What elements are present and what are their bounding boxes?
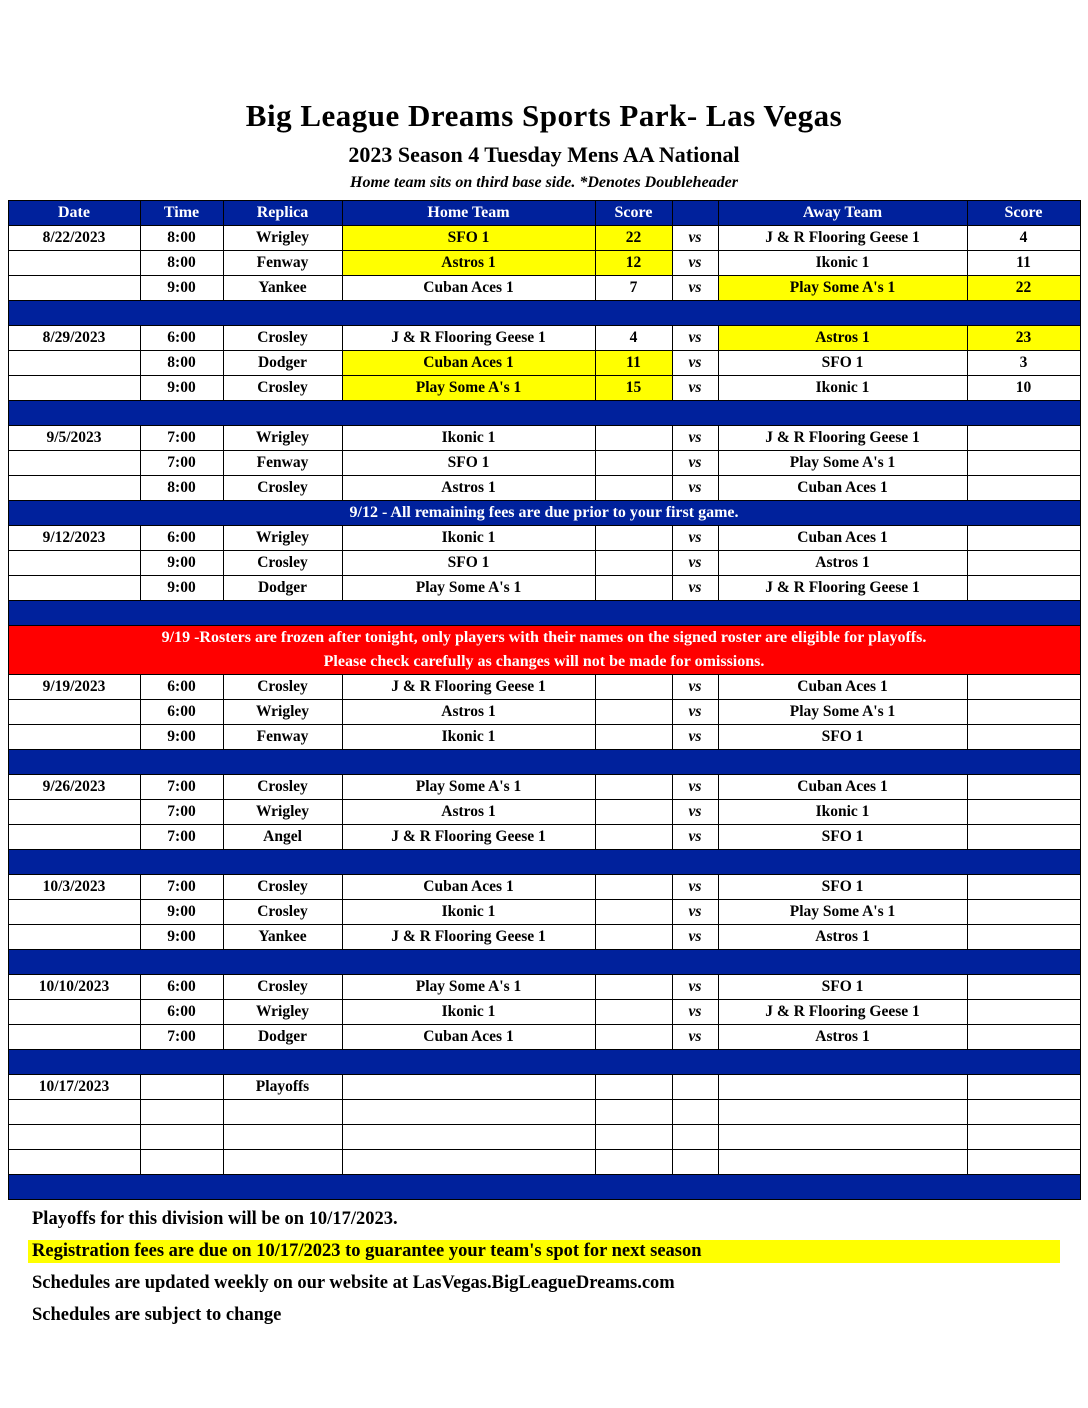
time-cell: 8:00 xyxy=(140,476,223,501)
footer-registration-note: Registration fees are due on 10/17/2023 to guarantee your team's spot for next season xyxy=(28,1240,1060,1263)
vs-cell: vs xyxy=(672,975,718,1000)
time-cell: 9:00 xyxy=(140,376,223,401)
away-score-cell xyxy=(967,1025,1080,1050)
vs-cell xyxy=(672,1125,718,1150)
away-team-cell: Astros 1 xyxy=(718,551,967,576)
replica-cell: Crosley xyxy=(223,900,342,925)
replica-cell: Crosley xyxy=(223,376,342,401)
home-team-cell: Astros 1 xyxy=(342,476,595,501)
date-cell xyxy=(8,700,140,725)
notice-cell xyxy=(8,501,1080,526)
home-score-cell xyxy=(595,675,672,700)
away-score-cell xyxy=(967,1000,1080,1025)
vs-cell: vs xyxy=(672,900,718,925)
away-team-cell: SFO 1 xyxy=(718,975,967,1000)
column-header-away-team: Away Team xyxy=(718,201,967,226)
away-score-cell xyxy=(967,925,1080,950)
replica-cell: Wrigley xyxy=(223,226,342,251)
home-score-cell xyxy=(595,476,672,501)
away-score-cell: 10 xyxy=(967,376,1080,401)
away-score-cell xyxy=(967,1125,1080,1150)
away-score-cell xyxy=(967,551,1080,576)
game-row xyxy=(8,376,1080,401)
home-score-cell xyxy=(595,725,672,750)
away-team-cell: Play Some A's 1 xyxy=(718,276,967,301)
replica-cell xyxy=(223,1100,342,1125)
game-row xyxy=(8,825,1080,850)
away-team-cell: SFO 1 xyxy=(718,351,967,376)
date-cell: 9/19/2023 xyxy=(8,675,140,700)
away-score-cell xyxy=(967,875,1080,900)
game-row xyxy=(8,675,1080,700)
home-score-cell xyxy=(595,576,672,601)
game-row xyxy=(8,551,1080,576)
home-score-cell xyxy=(595,700,672,725)
replica-cell: Crosley xyxy=(223,476,342,501)
separator-bar xyxy=(8,1175,1080,1200)
date-cell: 10/10/2023 xyxy=(8,975,140,1000)
away-team-cell: J & R Flooring Geese 1 xyxy=(718,1000,967,1025)
table-header-row xyxy=(8,201,1080,226)
replica-cell: Wrigley xyxy=(223,1000,342,1025)
time-cell: 9:00 xyxy=(140,576,223,601)
away-team-cell: SFO 1 xyxy=(718,875,967,900)
home-score-cell xyxy=(595,1125,672,1150)
footer-website-note: Schedules are updated weekly on our website at LasVegas.BigLeagueDreams.com xyxy=(32,1273,675,1293)
time-cell: 9:00 xyxy=(140,276,223,301)
home-team-cell: Ikonic 1 xyxy=(342,526,595,551)
game-row xyxy=(8,451,1080,476)
game-row xyxy=(8,326,1080,351)
away-team-cell: Play Some A's 1 xyxy=(718,451,967,476)
home-team-cell: SFO 1 xyxy=(342,451,595,476)
home-score-cell xyxy=(595,825,672,850)
replica-cell: Angel xyxy=(223,825,342,850)
table-header xyxy=(8,201,1080,226)
time-cell: 7:00 xyxy=(140,775,223,800)
replica-cell: Wrigley xyxy=(223,700,342,725)
home-team-cell xyxy=(342,1075,595,1100)
game-row xyxy=(8,775,1080,800)
date-cell xyxy=(8,1025,140,1050)
time-cell: 9:00 xyxy=(140,725,223,750)
game-row xyxy=(8,426,1080,451)
away-team-cell: Play Some A's 1 xyxy=(718,900,967,925)
separator-row xyxy=(8,1050,1080,1075)
away-team-cell: Astros 1 xyxy=(718,925,967,950)
game-row xyxy=(8,800,1080,825)
game-row xyxy=(8,526,1080,551)
vs-cell: vs xyxy=(672,551,718,576)
home-team-cell: J & R Flooring Geese 1 xyxy=(342,925,595,950)
date-cell: 9/12/2023 xyxy=(8,526,140,551)
away-score-cell xyxy=(967,825,1080,850)
home-team-cell: J & R Flooring Geese 1 xyxy=(342,675,595,700)
date-cell xyxy=(8,1000,140,1025)
footer-change-note: Schedules are subject to change xyxy=(32,1305,282,1325)
replica-cell: Wrigley xyxy=(223,526,342,551)
away-score-cell xyxy=(967,1100,1080,1125)
replica-cell: Dodger xyxy=(223,1025,342,1050)
date-cell: 9/5/2023 xyxy=(8,426,140,451)
replica-cell: Playoffs xyxy=(223,1075,342,1100)
away-team-cell: Cuban Aces 1 xyxy=(718,476,967,501)
notice-row-red xyxy=(8,626,1080,675)
away-score-cell xyxy=(967,725,1080,750)
date-cell xyxy=(8,1100,140,1125)
home-score-cell xyxy=(595,1150,672,1175)
home-score-cell xyxy=(595,526,672,551)
separator-bar xyxy=(8,850,1080,875)
notice-row-blue xyxy=(8,501,1080,526)
time-cell: 7:00 xyxy=(140,426,223,451)
away-team-cell: J & R Flooring Geese 1 xyxy=(718,426,967,451)
game-row xyxy=(8,276,1080,301)
home-score-cell xyxy=(595,451,672,476)
away-team-cell: Play Some A's 1 xyxy=(718,700,967,725)
time-cell: 6:00 xyxy=(140,975,223,1000)
column-header-home-team: Home Team xyxy=(342,201,595,226)
away-team-cell: Ikonic 1 xyxy=(718,251,967,276)
separator-bar xyxy=(8,401,1080,426)
page-footer xyxy=(28,1208,1060,1327)
date-cell: 10/17/2023 xyxy=(8,1075,140,1100)
home-score-cell xyxy=(595,875,672,900)
vs-cell: vs xyxy=(672,1025,718,1050)
replica-cell: Crosley xyxy=(223,675,342,700)
home-team-cell xyxy=(342,1150,595,1175)
home-team-cell xyxy=(342,1125,595,1150)
date-cell xyxy=(8,900,140,925)
column-header-vs xyxy=(672,201,718,226)
time-cell: 8:00 xyxy=(140,251,223,276)
away-score-cell: 23 xyxy=(967,326,1080,351)
separator-bar xyxy=(8,301,1080,326)
date-cell xyxy=(8,476,140,501)
time-cell: 7:00 xyxy=(140,875,223,900)
away-team-cell: SFO 1 xyxy=(718,825,967,850)
vs-cell xyxy=(672,1100,718,1125)
away-score-cell: 3 xyxy=(967,351,1080,376)
replica-cell xyxy=(223,1125,342,1150)
home-score-cell xyxy=(595,975,672,1000)
time-cell: 7:00 xyxy=(140,800,223,825)
home-score-cell xyxy=(595,925,672,950)
home-team-cell: Play Some A's 1 xyxy=(342,376,595,401)
game-row xyxy=(8,1025,1080,1050)
home-score-cell xyxy=(595,1025,672,1050)
replica-cell: Crosley xyxy=(223,875,342,900)
date-cell xyxy=(8,825,140,850)
separator-row xyxy=(8,601,1080,626)
time-cell: 8:00 xyxy=(140,351,223,376)
date-cell: 10/3/2023 xyxy=(8,875,140,900)
home-team-cell: Play Some A's 1 xyxy=(342,975,595,1000)
home-score-cell: 11 xyxy=(595,351,672,376)
table-body xyxy=(8,226,1080,1200)
away-score-cell xyxy=(967,476,1080,501)
date-cell xyxy=(8,551,140,576)
vs-cell: vs xyxy=(672,825,718,850)
home-team-cell: Cuban Aces 1 xyxy=(342,1025,595,1050)
time-cell: 6:00 xyxy=(140,326,223,351)
separator-row xyxy=(8,1175,1080,1200)
column-header-date: Date xyxy=(8,201,140,226)
home-team-cell: Cuban Aces 1 xyxy=(342,875,595,900)
vs-cell: vs xyxy=(672,226,718,251)
home-score-cell: 12 xyxy=(595,251,672,276)
time-cell xyxy=(140,1125,223,1150)
away-team-cell: J & R Flooring Geese 1 xyxy=(718,226,967,251)
home-score-cell: 4 xyxy=(595,326,672,351)
column-header-time: Time xyxy=(140,201,223,226)
date-cell xyxy=(8,576,140,601)
time-cell: 9:00 xyxy=(140,925,223,950)
away-team-cell: Ikonic 1 xyxy=(718,800,967,825)
date-cell xyxy=(8,925,140,950)
vs-cell: vs xyxy=(672,376,718,401)
replica-cell: Fenway xyxy=(223,251,342,276)
away-team-cell xyxy=(718,1125,967,1150)
replica-cell: Wrigley xyxy=(223,800,342,825)
home-score-cell: 7 xyxy=(595,276,672,301)
date-cell: 8/29/2023 xyxy=(8,326,140,351)
date-cell xyxy=(8,1125,140,1150)
time-cell: 6:00 xyxy=(140,526,223,551)
separator-row xyxy=(8,301,1080,326)
game-row xyxy=(8,975,1080,1000)
away-score-cell xyxy=(967,800,1080,825)
home-score-cell xyxy=(595,551,672,576)
game-row xyxy=(8,925,1080,950)
separator-row xyxy=(8,950,1080,975)
vs-cell: vs xyxy=(672,925,718,950)
time-cell: 6:00 xyxy=(140,675,223,700)
game-row xyxy=(8,1075,1080,1100)
away-team-cell: Ikonic 1 xyxy=(718,376,967,401)
replica-cell: Crosley xyxy=(223,551,342,576)
away-score-cell xyxy=(967,900,1080,925)
home-team-cell: Play Some A's 1 xyxy=(342,775,595,800)
replica-cell: Dodger xyxy=(223,576,342,601)
home-score-cell xyxy=(595,1075,672,1100)
date-cell xyxy=(8,1150,140,1175)
home-score-cell xyxy=(595,800,672,825)
home-team-cell: Ikonic 1 xyxy=(342,900,595,925)
home-score-cell: 15 xyxy=(595,376,672,401)
separator-bar xyxy=(8,601,1080,626)
replica-cell: Crosley xyxy=(223,775,342,800)
game-row xyxy=(8,576,1080,601)
date-cell xyxy=(8,351,140,376)
replica-cell: Yankee xyxy=(223,925,342,950)
home-team-cell: Play Some A's 1 xyxy=(342,576,595,601)
away-score-cell xyxy=(967,576,1080,601)
column-header-score: Score xyxy=(967,201,1080,226)
home-score-cell xyxy=(595,775,672,800)
date-cell xyxy=(8,800,140,825)
home-team-cell: Cuban Aces 1 xyxy=(342,276,595,301)
away-score-cell: 22 xyxy=(967,276,1080,301)
home-team-cell: SFO 1 xyxy=(342,551,595,576)
time-cell xyxy=(140,1100,223,1125)
home-team-cell: SFO 1 xyxy=(342,226,595,251)
home-score-cell xyxy=(595,426,672,451)
separator-bar xyxy=(8,1050,1080,1075)
away-team-cell: SFO 1 xyxy=(718,725,967,750)
vs-cell: vs xyxy=(672,1000,718,1025)
time-cell: 9:00 xyxy=(140,900,223,925)
notice-line: 9/12 - All remaining fees are due prior to your first game. xyxy=(349,504,739,521)
vs-cell xyxy=(672,1075,718,1100)
away-team-cell: Cuban Aces 1 xyxy=(718,526,967,551)
vs-cell: vs xyxy=(672,476,718,501)
date-cell xyxy=(8,451,140,476)
away-team-cell: J & R Flooring Geese 1 xyxy=(718,576,967,601)
vs-cell: vs xyxy=(672,251,718,276)
vs-cell: vs xyxy=(672,351,718,376)
home-team-cell: J & R Flooring Geese 1 xyxy=(342,326,595,351)
page-subtitle: 2023 Season 4 Tuesday Mens AA National xyxy=(348,142,740,167)
date-cell xyxy=(8,725,140,750)
away-score-cell xyxy=(967,700,1080,725)
home-score-cell xyxy=(595,1100,672,1125)
replica-cell: Dodger xyxy=(223,351,342,376)
away-score-cell xyxy=(967,975,1080,1000)
away-score-cell xyxy=(967,1150,1080,1175)
vs-cell: vs xyxy=(672,451,718,476)
vs-cell: vs xyxy=(672,775,718,800)
away-team-cell: Astros 1 xyxy=(718,326,967,351)
replica-cell: Wrigley xyxy=(223,426,342,451)
away-team-cell: Cuban Aces 1 xyxy=(718,675,967,700)
away-score-cell xyxy=(967,675,1080,700)
home-team-cell: Ikonic 1 xyxy=(342,1000,595,1025)
schedule-table xyxy=(8,200,1081,1200)
away-score-cell: 4 xyxy=(967,226,1080,251)
away-score-cell xyxy=(967,1075,1080,1100)
time-cell: 6:00 xyxy=(140,700,223,725)
time-cell: 9:00 xyxy=(140,551,223,576)
vs-cell: vs xyxy=(672,526,718,551)
away-team-cell: Astros 1 xyxy=(718,1025,967,1050)
away-score-cell xyxy=(967,526,1080,551)
away-team-cell xyxy=(718,1150,967,1175)
vs-cell: vs xyxy=(672,576,718,601)
home-team-cell: Cuban Aces 1 xyxy=(342,351,595,376)
vs-cell xyxy=(672,1150,718,1175)
home-score-cell xyxy=(595,900,672,925)
replica-cell: Fenway xyxy=(223,451,342,476)
game-row xyxy=(8,875,1080,900)
game-row xyxy=(8,725,1080,750)
replica-cell xyxy=(223,1150,342,1175)
date-cell xyxy=(8,251,140,276)
date-cell xyxy=(8,276,140,301)
separator-row xyxy=(8,401,1080,426)
game-row xyxy=(8,351,1080,376)
replica-cell: Fenway xyxy=(223,725,342,750)
game-row xyxy=(8,1000,1080,1025)
date-cell: 9/26/2023 xyxy=(8,775,140,800)
column-header-score: Score xyxy=(595,201,672,226)
away-score-cell xyxy=(967,775,1080,800)
home-team-cell xyxy=(342,1100,595,1125)
header-note: Home team sits on third base side. *Denotes Doubleheader xyxy=(350,174,738,191)
home-team-cell: Astros 1 xyxy=(342,700,595,725)
empty-row xyxy=(8,1150,1080,1175)
vs-cell: vs xyxy=(672,725,718,750)
home-team-cell: Ikonic 1 xyxy=(342,426,595,451)
vs-cell: vs xyxy=(672,700,718,725)
vs-cell: vs xyxy=(672,426,718,451)
home-team-cell: Astros 1 xyxy=(342,251,595,276)
date-cell: 8/22/2023 xyxy=(8,226,140,251)
time-cell: 7:00 xyxy=(140,825,223,850)
date-cell xyxy=(8,376,140,401)
vs-cell: vs xyxy=(672,276,718,301)
home-team-cell: Ikonic 1 xyxy=(342,725,595,750)
time-cell xyxy=(140,1075,223,1100)
separator-bar xyxy=(8,950,1080,975)
footer-playoffs-note: Playoffs for this division will be on 10/17/2023. xyxy=(32,1209,398,1229)
empty-row xyxy=(8,1125,1080,1150)
separator-row xyxy=(8,750,1080,775)
notice-cell xyxy=(8,626,1080,675)
time-cell: 6:00 xyxy=(140,1000,223,1025)
notice-line: 9/19 -Rosters are frozen after tonight, only players with their names on the signed roster are eligible for playoffs. xyxy=(161,629,927,646)
vs-cell: vs xyxy=(672,675,718,700)
replica-cell: Crosley xyxy=(223,975,342,1000)
replica-cell: Yankee xyxy=(223,276,342,301)
time-cell: 7:00 xyxy=(140,1025,223,1050)
away-team-cell xyxy=(718,1075,967,1100)
home-score-cell: 22 xyxy=(595,226,672,251)
away-team-cell: Cuban Aces 1 xyxy=(718,775,967,800)
away-score-cell xyxy=(967,451,1080,476)
game-row xyxy=(8,900,1080,925)
time-cell: 7:00 xyxy=(140,451,223,476)
notice-line: Please check carefully as changes will not be made for omissions. xyxy=(323,653,765,670)
home-team-cell: Astros 1 xyxy=(342,800,595,825)
time-cell xyxy=(140,1150,223,1175)
separator-bar xyxy=(8,750,1080,775)
game-row xyxy=(8,251,1080,276)
empty-row xyxy=(8,1100,1080,1125)
replica-cell: Crosley xyxy=(223,326,342,351)
game-row xyxy=(8,700,1080,725)
away-team-cell xyxy=(718,1100,967,1125)
vs-cell: vs xyxy=(672,326,718,351)
home-score-cell xyxy=(595,1000,672,1025)
away-score-cell xyxy=(967,426,1080,451)
home-team-cell: J & R Flooring Geese 1 xyxy=(342,825,595,850)
game-row xyxy=(8,226,1080,251)
vs-cell: vs xyxy=(672,800,718,825)
away-score-cell: 11 xyxy=(967,251,1080,276)
vs-cell: vs xyxy=(672,875,718,900)
separator-row xyxy=(8,850,1080,875)
page-title: Big League Dreams Sports Park- Las Vegas xyxy=(245,98,843,133)
time-cell: 8:00 xyxy=(140,226,223,251)
column-header-replica: Replica xyxy=(223,201,342,226)
game-row xyxy=(8,476,1080,501)
